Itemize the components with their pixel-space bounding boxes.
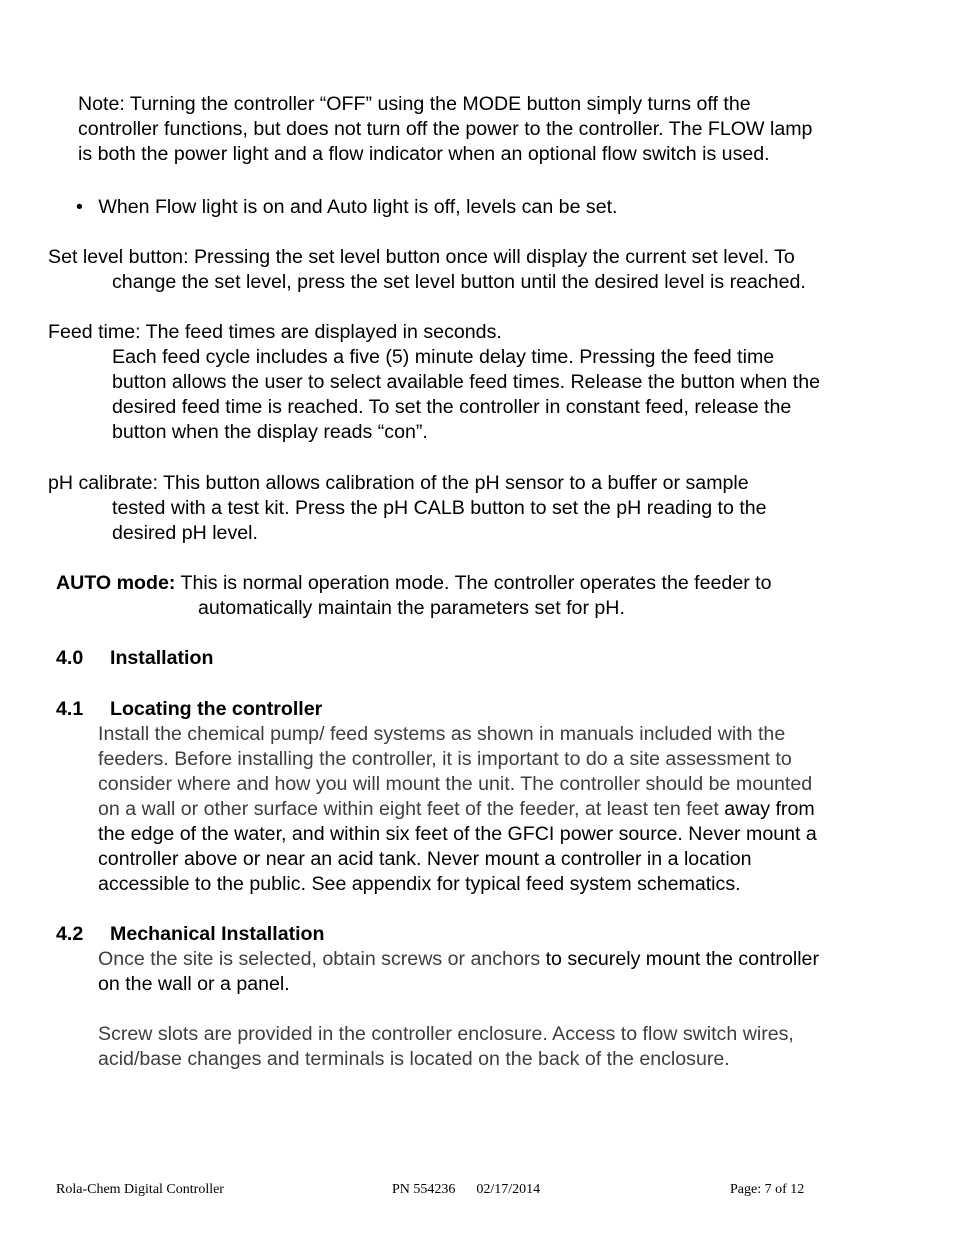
- mechanical-line: on the wall or a panel.: [98, 973, 290, 995]
- section-number: 4.2: [56, 923, 84, 945]
- ph-calibrate-line: tested with a test kit. Press the pH CALB button to set the pH reading to the: [112, 497, 767, 519]
- section-title: Mechanical Installation: [110, 923, 325, 945]
- note-line: controller functions, but does not turn off the power to the controller. The FLOW lamp: [78, 118, 813, 140]
- locating-line: feeders. Before installing the controller, it is important to do a site assessment to: [98, 748, 792, 770]
- ph-calibrate-line: pH calibrate: This button allows calibration of the pH sensor to a buffer or sample: [48, 472, 749, 494]
- section-heading: [56, 646, 213, 671]
- feed-time-line: Each feed cycle includes a five (5) minute delay time. Pressing the feed time: [112, 346, 775, 368]
- section-number: 4.1: [56, 698, 84, 720]
- mechanical-text-black: to securely mount the controller: [540, 948, 819, 970]
- footer-center: PN 554236 02/17/2014: [392, 1182, 541, 1197]
- section-title: Installation: [110, 647, 214, 669]
- set-level-line: Set level button: Pressing the set level button once will display the current set level. To: [48, 246, 795, 268]
- section-number: 4.0: [56, 647, 84, 669]
- locating-line: [98, 797, 815, 822]
- mechanical-para2-line: acid/base changes and terminals is located on the back of the enclosure.: [98, 1048, 730, 1070]
- auto-mode-label: AUTO mode:: [56, 572, 176, 594]
- auto-mode-line: [56, 571, 772, 596]
- bullet-text: When Flow light is on and Auto light is off, levels can be set.: [98, 196, 618, 218]
- ph-calibrate-line: desired pH level.: [112, 522, 258, 544]
- feed-time-line: button allows the user to select available feed times. Release the button when the: [112, 371, 820, 393]
- locating-text-black: away from: [718, 798, 815, 820]
- bullet-glyph: •: [76, 196, 83, 218]
- mechanical-line: [98, 947, 819, 972]
- feed-time-line: button when the display reads “con”.: [112, 421, 428, 443]
- feed-time-lead: Feed time: The feed times are displayed in seconds.: [48, 321, 502, 343]
- locating-line: consider where and how you will mount the unit. The controller should be mounted: [98, 773, 813, 795]
- auto-mode-line2: automatically maintain the parameters set for pH.: [198, 597, 625, 619]
- auto-mode-text: This is normal operation mode. The controller operates the feeder to: [180, 572, 772, 594]
- locating-line: accessible to the public. See appendix for typical feed system schematics.: [98, 873, 741, 895]
- locating-line: the edge of the water, and within six feet of the GFCI power source. Never mount a: [98, 823, 817, 845]
- set-level-line: change the set level, press the set level button until the desired level is reached.: [112, 271, 806, 293]
- mechanical-para2-line: Screw slots are provided in the controller enclosure. Access to flow switch wires,: [98, 1023, 794, 1045]
- note-line: is both the power light and a flow indicator when an optional flow switch is used.: [78, 143, 770, 165]
- mechanical-text-gray: Once the site is selected, obtain screws or anchors: [98, 948, 541, 970]
- locating-line: Install the chemical pump/ feed systems as shown in manuals included with the: [98, 723, 786, 745]
- locating-text-gray: on a wall or other surface within eight feet of the feeder, at least ten feet: [98, 798, 719, 820]
- section-title: Locating the controller: [110, 698, 323, 720]
- note-line: Note: Turning the controller “OFF” using the MODE button simply turns off the: [78, 93, 751, 115]
- section-heading: [56, 922, 325, 947]
- section-heading: [56, 697, 322, 722]
- footer-left: Rola-Chem Digital Controller: [56, 1182, 224, 1197]
- locating-line: controller above or near an acid tank. Never mount a controller in a location: [98, 848, 752, 870]
- bullet-item: [76, 195, 618, 220]
- footer-page-number: Page: 7 of 12: [730, 1182, 805, 1197]
- feed-time-line: desired feed time is reached. To set the controller in constant feed, release the: [112, 396, 792, 418]
